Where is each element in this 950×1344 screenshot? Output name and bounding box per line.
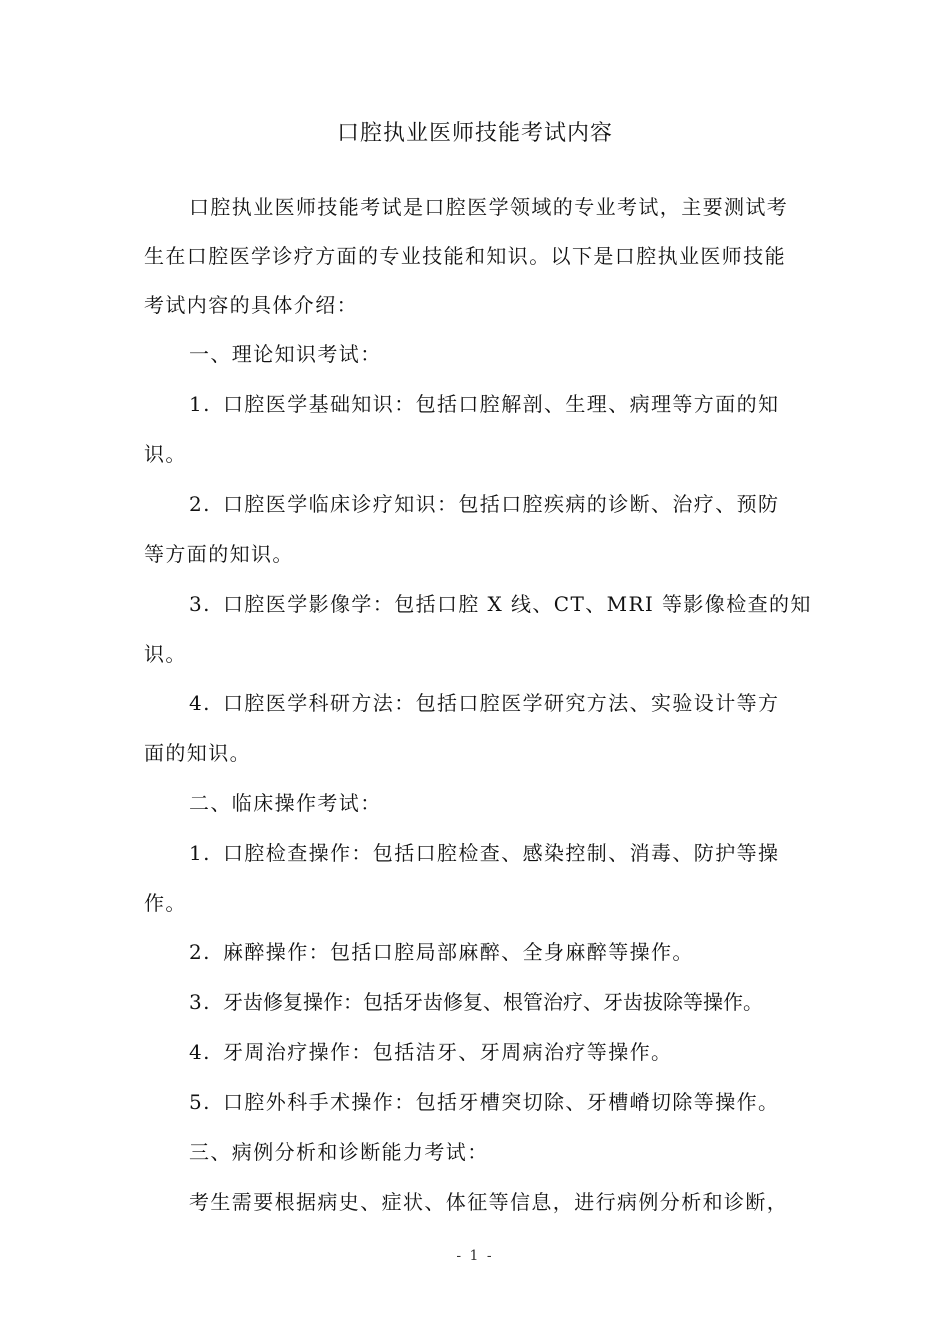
item-text: 口腔医学科研方法：包括口腔医学研究方法、实验设计等方 bbox=[223, 691, 780, 715]
item-text: 牙齿修复操作：包括牙齿修复、根管治疗、牙齿拔除等操作。 bbox=[223, 990, 763, 1014]
item-number: 1. bbox=[189, 841, 211, 865]
intro-line: 口腔执业医师技能考试是口腔医学领域的专业考试，主要测试考 bbox=[189, 195, 789, 219]
item-number: 3. bbox=[189, 592, 211, 616]
item-text: 麻醉操作：包括口腔局部麻醉、全身麻醉等操作。 bbox=[223, 940, 694, 964]
section-heading: 三、病例分析和诊断能力考试： bbox=[189, 1140, 489, 1164]
item-text: 口腔医学影像学：包括口腔 X 线、CT、MRI 等影像检查的知 bbox=[223, 592, 812, 616]
item-number: 3. bbox=[189, 990, 211, 1014]
item-text-continued: 识。 bbox=[144, 442, 187, 466]
list-item bbox=[189, 1035, 814, 1069]
item-number: 4. bbox=[189, 1040, 211, 1064]
item-text-continued: 识。 bbox=[144, 642, 187, 666]
item-text: 口腔医学临床诊疗知识：包括口腔疾病的诊断、治疗、预防 bbox=[223, 492, 780, 516]
item-text: 口腔检查操作：包括口腔检查、感染控制、消毒、防护等操 bbox=[223, 841, 780, 865]
section-heading: 二、临床操作考试： bbox=[189, 791, 382, 815]
item-number: 5. bbox=[189, 1090, 211, 1114]
document-title: 口腔执业医师技能考试内容 bbox=[336, 121, 613, 146]
page-number: - 1 - bbox=[456, 1248, 494, 1264]
item-text: 牙周治疗操作：包括洁牙、牙周病治疗等操作。 bbox=[223, 1040, 673, 1064]
list-item bbox=[189, 387, 814, 421]
item-number: 4. bbox=[189, 691, 211, 715]
item-text-continued: 作。 bbox=[144, 891, 187, 915]
list-item bbox=[189, 1085, 814, 1119]
intro-line: 生在口腔医学诊疗方面的专业技能和知识。以下是口腔执业医师技能 bbox=[144, 244, 786, 268]
paragraph-line: 考生需要根据病史、症状、体征等信息，进行病例分析和诊断， bbox=[189, 1190, 789, 1214]
list-item bbox=[189, 836, 814, 870]
list-item bbox=[189, 985, 814, 1019]
item-text: 口腔外科手术操作：包括牙槽突切除、牙槽嵴切除等操作。 bbox=[223, 1090, 780, 1114]
item-number: 2. bbox=[189, 492, 211, 516]
section-heading: 一、理论知识考试： bbox=[189, 342, 382, 366]
item-number: 1. bbox=[189, 392, 211, 416]
list-item bbox=[189, 686, 814, 720]
item-number: 2. bbox=[189, 940, 211, 964]
list-item bbox=[189, 487, 814, 521]
list-item bbox=[189, 587, 814, 621]
item-text-continued: 等方面的知识。 bbox=[144, 542, 294, 566]
intro-line: 考试内容的具体介绍： bbox=[144, 293, 358, 317]
item-text-continued: 面的知识。 bbox=[144, 741, 251, 765]
item-text: 口腔医学基础知识：包括口腔解剖、生理、病理等方面的知 bbox=[223, 392, 780, 416]
list-item bbox=[189, 935, 814, 969]
